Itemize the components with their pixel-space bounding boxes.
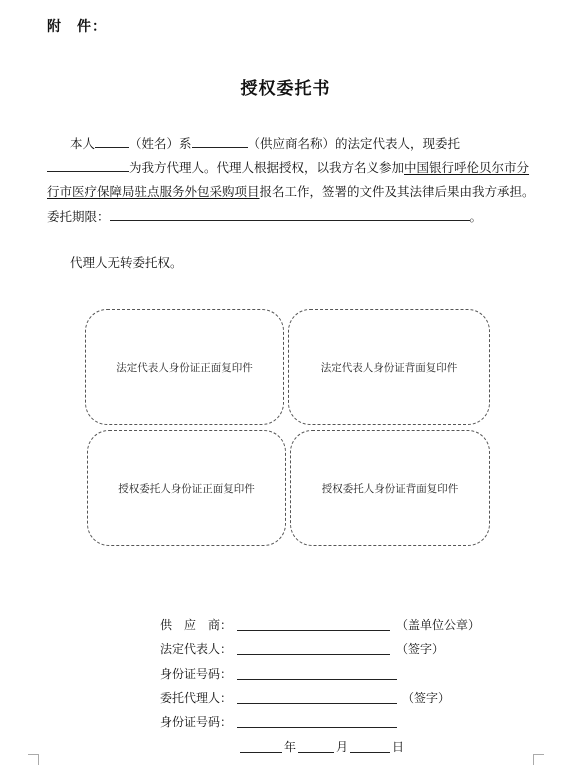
paragraph-line-4 (47, 207, 482, 226)
legal-rep-id-number-line[interactable] (237, 679, 397, 680)
supplier-seal-note: （盖单位公章） (396, 618, 481, 632)
project-name-part-1: 中国银行呼伦贝尔市分 (404, 160, 530, 175)
supplier-label: 供 应 商： (160, 618, 233, 632)
agent-sign-line[interactable] (237, 703, 397, 704)
term-blank[interactable] (110, 207, 470, 221)
box-label: 授权委托人身份证正面复印件 (118, 482, 255, 495)
box-label: 授权委托人身份证背面复印件 (321, 482, 459, 495)
page-corner-mark-left (28, 754, 39, 765)
legal-rep-sign-note: （签字） (396, 642, 445, 656)
page-corner-mark-right (533, 754, 544, 765)
agent-id-front-box (87, 430, 286, 546)
year-blank[interactable] (240, 752, 282, 753)
day-blank[interactable] (350, 752, 390, 753)
page-title: 授权委托书 (240, 79, 331, 99)
month-blank[interactable] (298, 752, 334, 753)
project-name-part-2: 行市医疗保障局驻点服务外包采购项目 (47, 184, 260, 199)
legal-rep-label: 法定代表人： (160, 642, 233, 656)
paragraph-line-3 (47, 183, 535, 201)
agent-name-blank[interactable] (47, 158, 129, 172)
legal-rep-sign-line[interactable] (237, 654, 390, 655)
text-name-hint: （姓名）系 (129, 136, 192, 151)
text-ben-ren: 本人 (70, 136, 96, 151)
agent-id-back-box (290, 430, 490, 546)
text-term-label: 委托期限： (47, 209, 110, 224)
text-appoint: 为我方代理人。代理人根据授权，以我方名义参加 (129, 160, 405, 175)
agent-label: 委托代理人： (160, 691, 233, 705)
box-label: 法定代表人身份证正面复印件 (116, 361, 253, 374)
text-legal-rep: （供应商名称）的法定代表人，现委托 (247, 136, 461, 151)
paragraph-line-2 (47, 158, 529, 177)
supplier-name-blank[interactable] (192, 134, 248, 148)
id-number-label: 身份证号码： (160, 715, 233, 729)
text-term-end: 。 (469, 209, 483, 224)
supplier-sign-line[interactable] (237, 630, 390, 631)
month-label: 月 (336, 740, 349, 754)
id-number-label: 身份证号码： (160, 667, 233, 681)
attachment-label: 附 件： (47, 19, 107, 35)
paragraph-line-1 (70, 134, 460, 153)
text-consequences: 报名工作，签署的文件及其法律后果由我方承担。 (259, 184, 535, 199)
legal-rep-id-back-box (288, 309, 490, 425)
agent-id-number-line[interactable] (237, 727, 397, 728)
name-blank[interactable] (95, 134, 129, 148)
box-label: 法定代表人身份证背面复印件 (320, 361, 458, 374)
year-label: 年 (284, 740, 297, 754)
day-label: 日 (392, 740, 405, 754)
no-subdelegation-text: 代理人无转委托权。 (70, 255, 183, 270)
agent-sign-note: （签字） (402, 691, 451, 705)
legal-rep-id-front-box (85, 309, 284, 425)
